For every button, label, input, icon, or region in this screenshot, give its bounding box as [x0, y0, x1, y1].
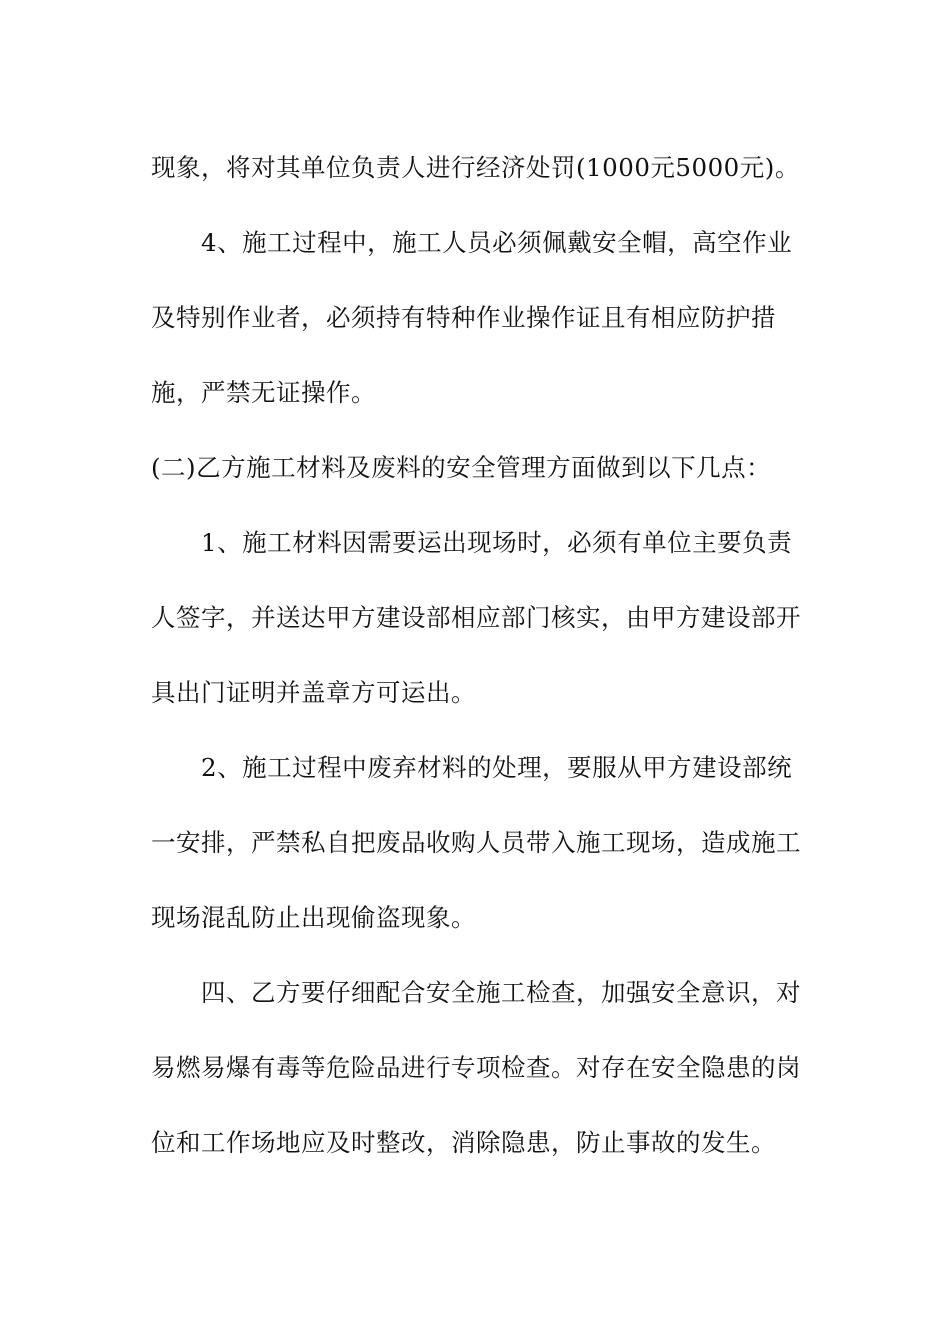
paragraph-item-4-safety-helmet: 4、施工过程中，施工人员必须佩戴安全帽，高空作业及特别作业者，必须持有特种作业操作证且有相应防护措施，严禁无证操作。 — [151, 228, 793, 407]
section-heading-materials-waste: (二)乙方施工材料及废料的安全管理方面做到以下几点： — [151, 453, 772, 482]
document-body — [151, 130, 811, 1180]
paragraph-section-4-safety-inspection: 四、乙方要仔细配合安全施工检查，加强安全意识，对易燃易爆有毒等危险品进行专项检查。对存在安全隐患的岗位和工作场地应及时整改，消除隐患，防止事故的发生。 — [151, 978, 801, 1157]
paragraph-penalty-continuation: 现象，将对其单位负责人进行经济处罚(1000元5000元)。 — [151, 153, 800, 182]
paragraph-item-2-waste-handling: 2、施工过程中废弃材料的处理，要服从甲方建设部统一安排，严禁私自把废品收购人员带入施工现场，造成施工现场混乱防止出现偷盗现象。 — [151, 753, 801, 932]
paragraph-item-1-materials-removal: 1、施工材料因需要运出现场时，必须有单位主要负责人签字，并送达甲方建设部相应部门核实，由甲方建设部开具出门证明并盖章方可运出。 — [151, 528, 801, 707]
